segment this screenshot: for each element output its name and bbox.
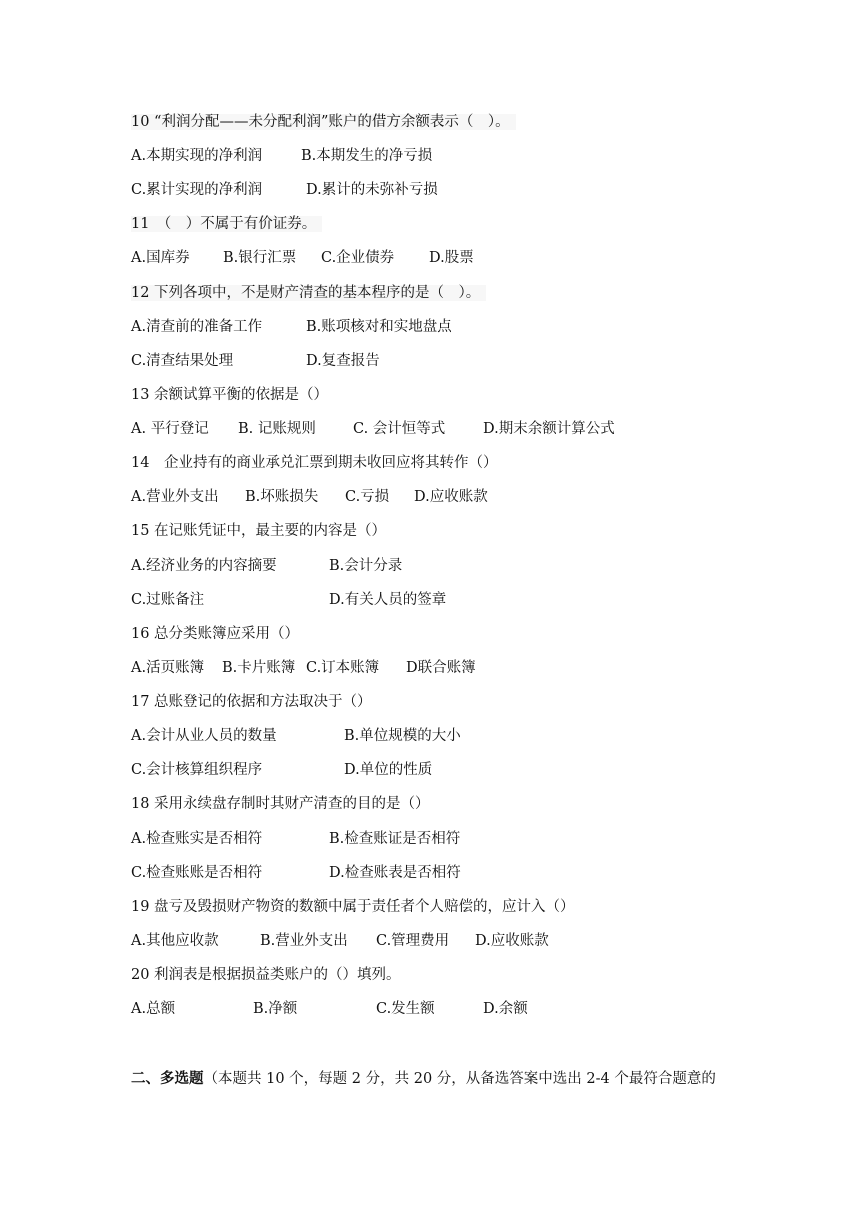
- option-d: D联合账簿: [406, 660, 476, 676]
- option-b: B.会计分录: [329, 558, 403, 574]
- option-a: A.本期实现的净利润: [131, 148, 263, 164]
- option-d: D.累计的未弥补亏损: [306, 182, 438, 198]
- question-18-options-row-1: [131, 829, 461, 849]
- option-c: C.发生额: [376, 1001, 435, 1017]
- option-c: C.过账备注: [131, 592, 205, 608]
- question-18-options-row-2: [131, 863, 461, 883]
- question-10-options-row-2: [131, 180, 438, 200]
- question-20-options: [131, 999, 528, 1019]
- option-d: D.单位的性质: [344, 762, 433, 778]
- question-11-stem: 11 （ ）不属于有价证券。: [131, 214, 322, 234]
- option-d: D.检查账表是否相符: [329, 865, 461, 881]
- option-c: C.会计核算组织程序: [131, 762, 263, 778]
- question-18-stem: 18 采用永续盘存制时其财产清查的目的是（）: [131, 796, 430, 812]
- option-a: A.清查前的准备工作: [131, 319, 263, 335]
- question-10-stem: 10 “利润分配——未分配利润”账户的借方余额表示（ ）。: [131, 112, 516, 132]
- option-d: D.应收账款: [414, 489, 488, 505]
- question-20-stem: 20 利润表是根据损益类账户的（）填列。: [131, 967, 401, 983]
- option-d: D.复查报告: [306, 353, 380, 369]
- option-b: B. 记账规则: [238, 421, 316, 437]
- question-15-options-row-2: [131, 590, 447, 610]
- option-b: B.净额: [253, 1001, 298, 1017]
- option-b: B.本期发生的净亏损: [301, 148, 433, 164]
- question-16-options: [131, 658, 476, 678]
- question-17-stem: 17 总账登记的依据和方法取决于（）: [131, 694, 372, 710]
- option-a: A.其他应收款: [131, 933, 219, 949]
- option-c: C. 会计恒等式: [353, 421, 446, 437]
- question-12-options-row-1: [131, 317, 452, 337]
- question-13-stem: 13 余额试算平衡的依据是（）: [131, 387, 329, 403]
- option-c: C.清查结果处理: [131, 353, 234, 369]
- option-b: B.银行汇票: [223, 250, 297, 266]
- option-b: B.坏账损失: [245, 489, 319, 505]
- question-16-stem: 16 总分类账簿应采用（）: [131, 626, 300, 642]
- option-d: D.有关人员的签章: [329, 592, 447, 608]
- option-b: B.营业外支出: [260, 933, 348, 949]
- section-2-heading-line: [131, 1069, 716, 1089]
- option-b: B.检查账证是否相符: [329, 831, 461, 847]
- option-d: D.应收账款: [475, 933, 549, 949]
- section-2-heading: 二、多选题: [131, 1070, 204, 1087]
- option-c: C.检查账账是否相符: [131, 865, 263, 881]
- question-17-options-row-1: [131, 726, 461, 746]
- option-a: A.国库券: [131, 250, 190, 266]
- option-c: C.订本账簿: [306, 660, 380, 676]
- question-10-options-row-1: [131, 146, 433, 166]
- option-c: C.管理费用: [376, 933, 450, 949]
- question-14-stem: 14 企业持有的商业承兑汇票到期未收回应将其转作（）: [131, 455, 498, 471]
- option-c: C.亏损: [345, 489, 390, 505]
- option-a: A. 平行登记: [131, 421, 209, 437]
- option-d: D.期末余额计算公式: [483, 421, 615, 437]
- question-14-options: [131, 487, 488, 507]
- option-b: B.单位规模的大小: [344, 728, 461, 744]
- section-2-note: （本题共 10 个，每题 2 分，共 20 分，从备选答案中选出 2-4 个最符合题意的: [203, 1071, 716, 1087]
- option-b: B.卡片账簿: [222, 660, 296, 676]
- option-b: B.账项核对和实地盘点: [306, 319, 452, 335]
- option-a: A.总额: [131, 1001, 176, 1017]
- question-11-options: [131, 248, 474, 268]
- option-d: D.股票: [429, 250, 474, 266]
- option-a: A.活页账簿: [131, 660, 205, 676]
- option-a: A.经济业务的内容摘要: [131, 558, 277, 574]
- question-15-options-row-1: [131, 556, 403, 576]
- question-19-stem: 19 盘亏及毁损财产物资的数额中属于责任者个人赔偿的，应计入（）: [131, 899, 575, 915]
- option-c: C.累计实现的净利润: [131, 182, 263, 198]
- option-a: A.营业外支出: [131, 489, 219, 505]
- question-17-options-row-2: [131, 760, 433, 780]
- option-a: A.会计从业人员的数量: [131, 728, 277, 744]
- question-19-options: [131, 931, 549, 951]
- option-c: C.企业债券: [321, 250, 395, 266]
- question-15-stem: 15 在记账凭证中，最主要的内容是（）: [131, 523, 387, 539]
- option-d: D.余额: [483, 1001, 528, 1017]
- option-a: A.检查账实是否相符: [131, 831, 263, 847]
- question-12-options-row-2: [131, 351, 380, 371]
- question-12-stem: 12 下列各项中，不是财产清查的基本程序的是（ ）。: [131, 283, 486, 303]
- question-13-options: [131, 419, 615, 439]
